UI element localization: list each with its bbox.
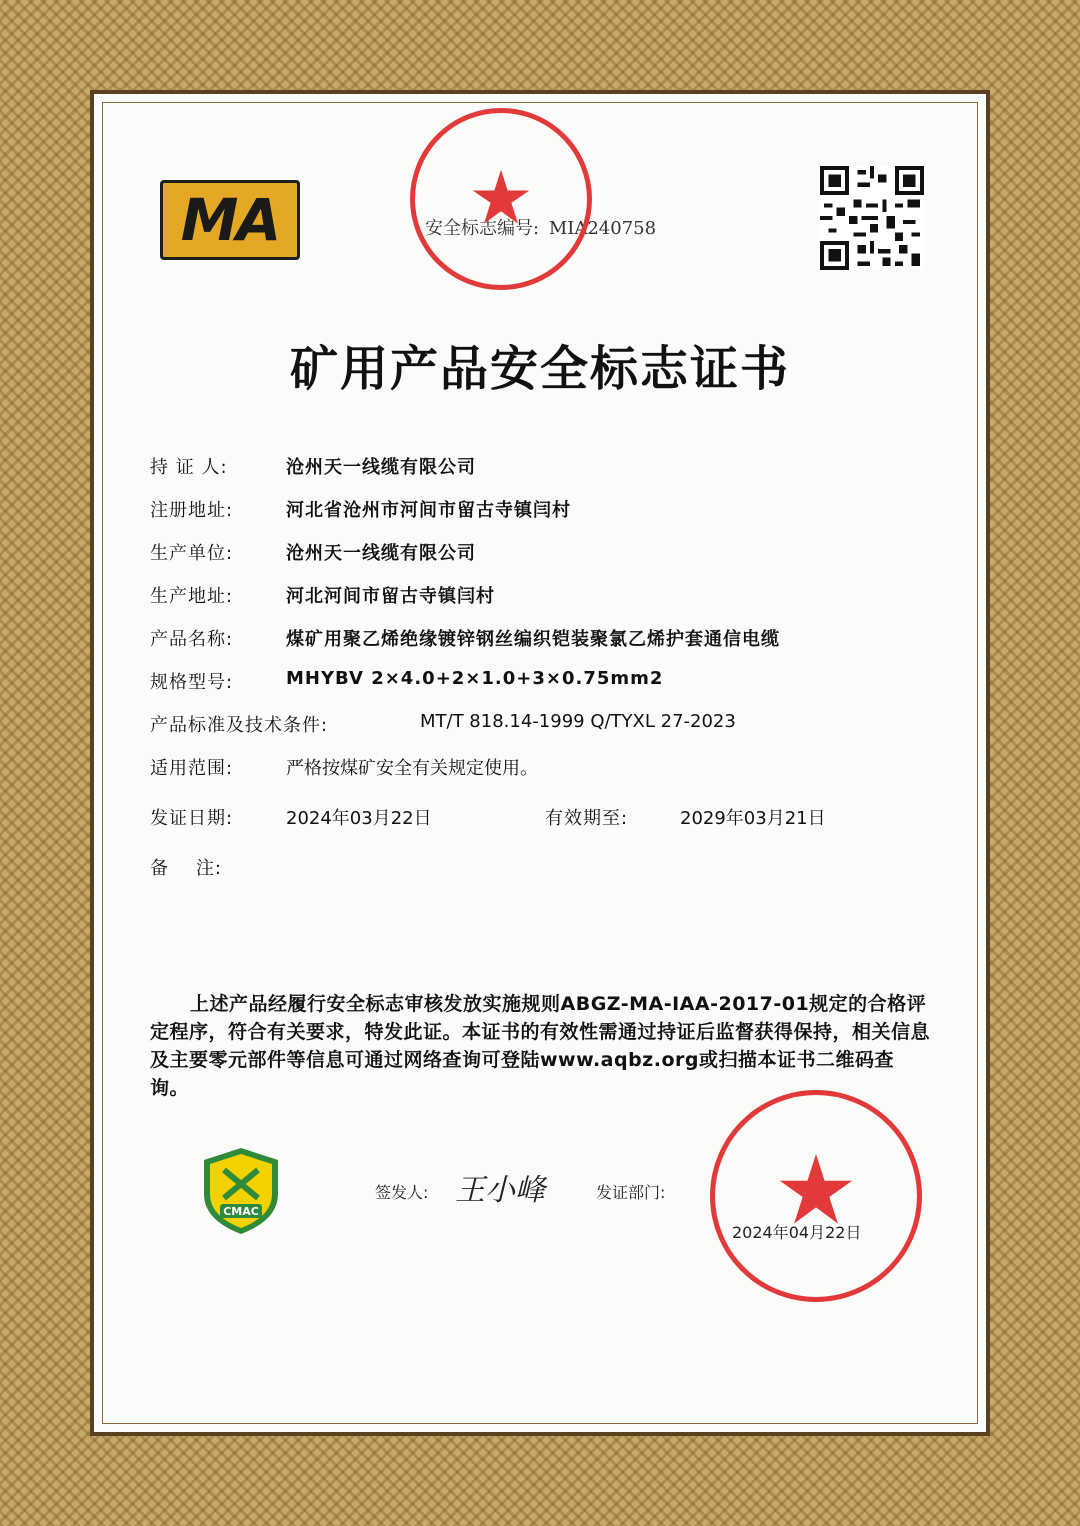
company-seal-graphic xyxy=(415,113,587,285)
label-reg-address: 注册地址: xyxy=(150,500,234,521)
value-model: MHYBV 2×4.0+2×1.0+3×0.75mm2 xyxy=(286,668,664,689)
value-valid-until: 2029年03月21日 xyxy=(680,808,826,829)
label-producer: 生产单位: xyxy=(150,543,234,564)
ma-logo-text: MA xyxy=(180,186,280,254)
value-scope: 严格按煤矿安全有关规定使用。 xyxy=(286,758,538,779)
qr-code-icon xyxy=(820,166,924,270)
label-holder: 持 证 人: xyxy=(150,457,228,478)
label-remarks: 备 注: xyxy=(150,858,222,879)
signature: 王小峰 xyxy=(455,1173,545,1208)
label-issue-date: 发证日期: xyxy=(150,808,234,829)
signer-label: 签发人: xyxy=(375,1183,429,1202)
value-issue-date: 2024年03月22日 xyxy=(286,808,432,829)
ma-logo xyxy=(160,180,300,260)
label-standard: 产品标准及技术条件: xyxy=(150,715,329,736)
page-title: 矿用产品安全标志证书 xyxy=(289,341,790,397)
issue-date: 2024年04月22日 xyxy=(732,1223,862,1242)
label-product-name: 产品名称: xyxy=(150,629,234,650)
value-standard: MT/T 818.14-1999 Q/TYXL 27-2023 xyxy=(420,711,736,732)
label-model: 规格型号: xyxy=(150,672,234,693)
center-seal xyxy=(710,1090,922,1302)
company-seal xyxy=(410,108,592,290)
value-prod-address: 河北河间市留古寺镇闫村 xyxy=(286,586,495,607)
value-producer: 沧州天一线缆有限公司 xyxy=(286,543,476,564)
issuer-label: 发证部门: xyxy=(596,1183,666,1202)
cmac-shield-icon xyxy=(200,1146,282,1236)
value-product-name: 煤矿用聚乙烯绝缘镀锌钢丝编织铠装聚氯乙烯护套通信电缆 xyxy=(286,629,780,650)
center-seal-graphic xyxy=(715,1095,917,1297)
cert-number-label: 安全标志编号: xyxy=(425,218,540,239)
label-valid-until: 有效期至: xyxy=(545,808,629,829)
cmac-text: CMAC xyxy=(223,1205,259,1218)
value-holder: 沧州天一线缆有限公司 xyxy=(286,457,476,478)
value-reg-address: 河北省沧州市河间市留古寺镇闫村 xyxy=(286,500,571,521)
label-prod-address: 生产地址: xyxy=(150,586,234,607)
certificate-statement: 上述产品经履行安全标志审核发放实施规则ABGZ-MA-IAA-2017-01规定的合格评定程序，符合有关要求，特发此证。本证书的有效性需通过持证后监督获得保持，相关信息及主要零元部件等信息可通过网络查询可登陆www.aqbz.org或扫描本证书二维码查询。 xyxy=(150,993,931,1099)
cert-number-value: MIA240758 xyxy=(548,218,657,239)
label-scope: 适用范围: xyxy=(150,758,234,779)
